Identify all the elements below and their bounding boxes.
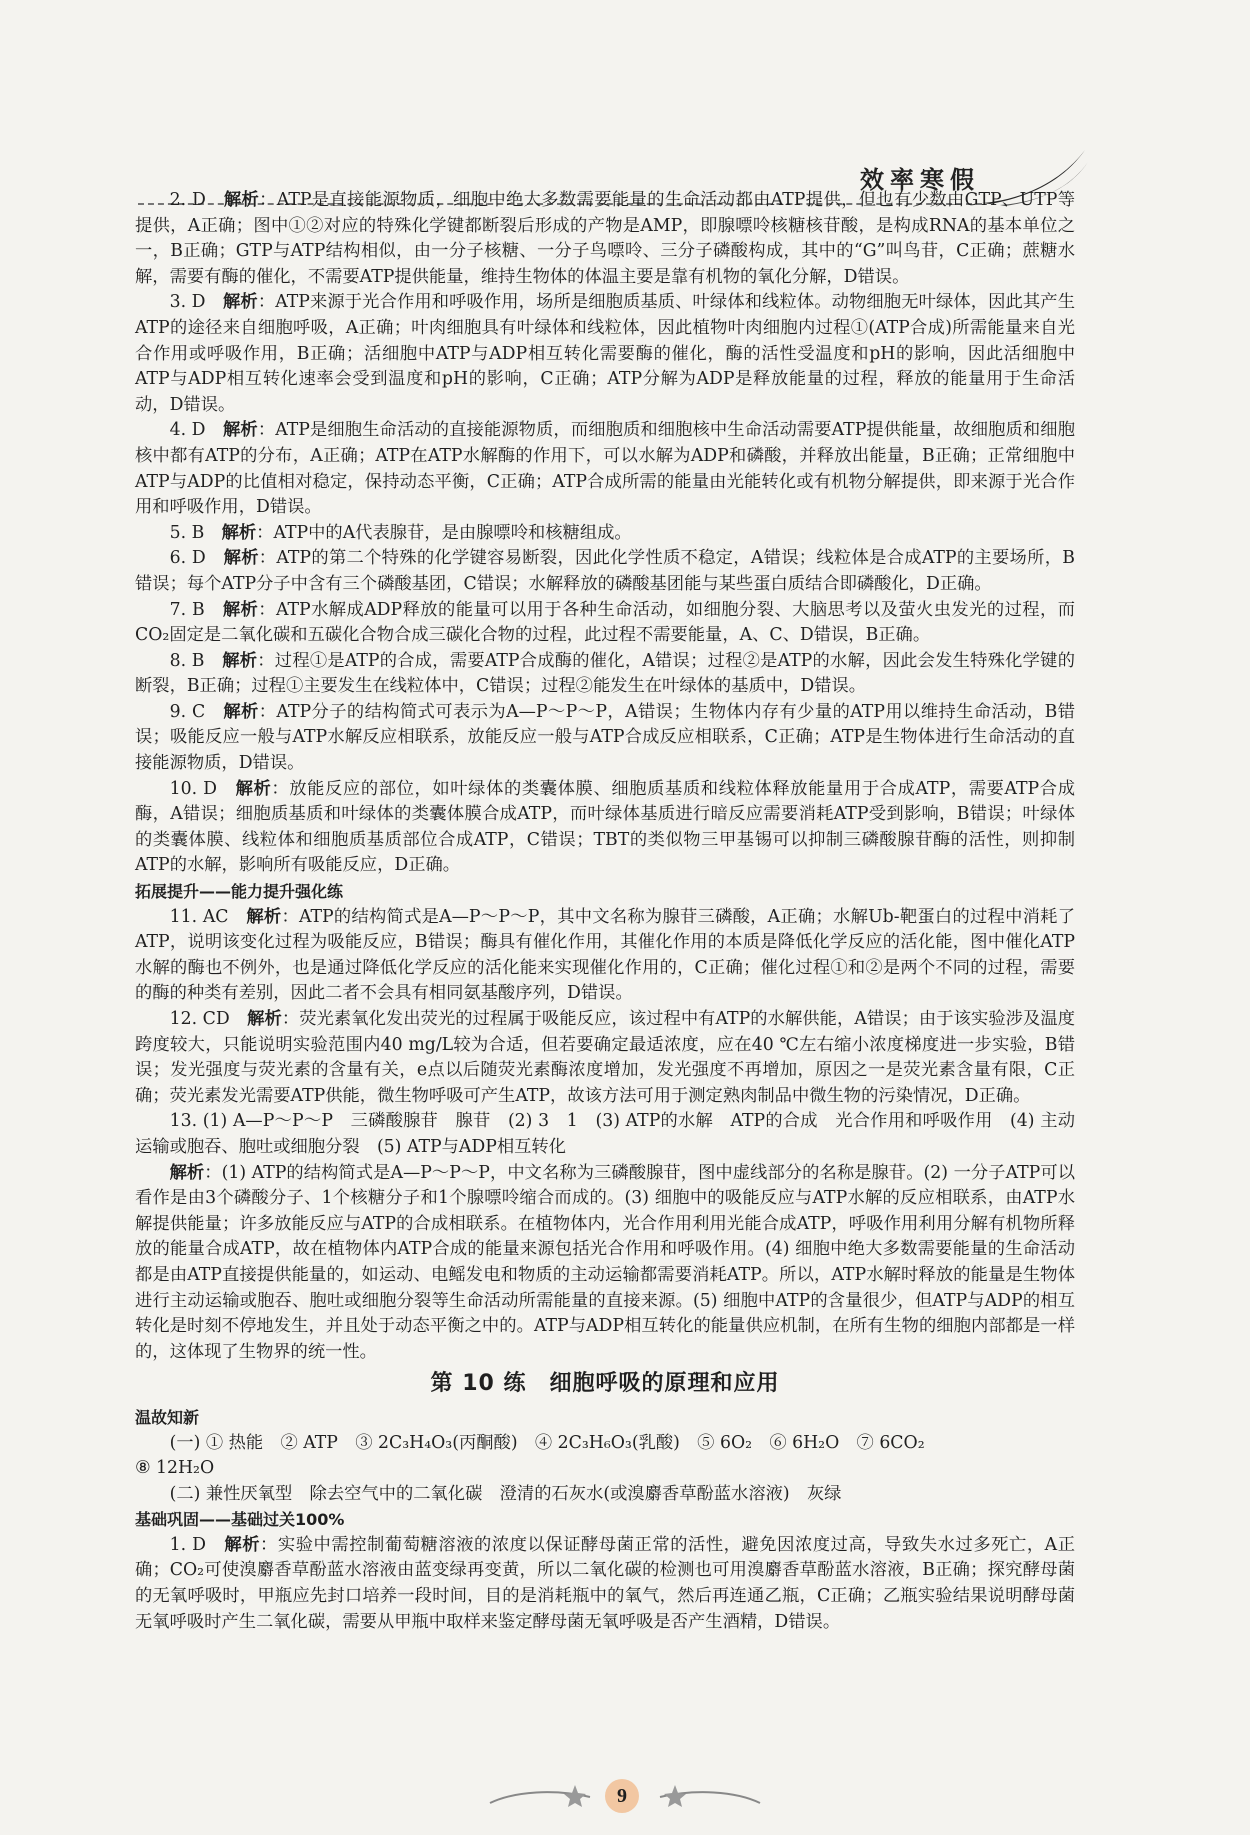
analysis-text: ：ATP水解成ADP释放的能量可以用于各种生命活动，如细胞分裂、大脑思考以及萤火虫发光的过程，而CO₂固定是二氧化碳和五碳化合物合成三碳化合物的过程，此过程不需要能量，A、C、D错误，B正确。 [135,599,1075,646]
answer-list-top [135,188,1075,879]
analysis-label: 解析 [222,599,259,620]
section-heading-extend: 拓展提升——能力提升强化练 [135,882,344,902]
answer-item [135,418,1075,520]
analysis-text: ：ATP是细胞生命活动的直接能源物质，而细胞质和细胞核中生命活动需要ATP提供能量，故细胞质和细胞核中都有ATP的分布，A正确；ATP在ATP水解酶的作用下，可以水解为ADP和磷酸，并释放出能量，B正确；正常细胞中ATP与ADP的比值相对稳定，保持动态平衡，C正确；ATP合成所需的能量由光能转化或有机物分解提供，即来源于光合作用和呼吸作用，D错误。 [135,420,1075,518]
analysis-label: 解析 [221,522,257,543]
page-number: 9 [605,1779,639,1813]
q13-answer: 13. (1) A—P～P～P 三磷酸腺苷 腺苷 (2) 3 1 (3) ATP的水解 ATP的合成 光合作用和呼吸作用 (4) 主动运输或胞吞、胞吐或细胞分裂 (5) ATP与ADP相互转化 [135,1111,1075,1157]
analysis-text: ：ATP的第二个特殊的化学键容易断裂，因此化学性质不稳定，A错误；线粒体是合成ATP的主要场所，B错误；每个ATP分子中含有三个磷酸基团，C错误；水解释放的磷酸基团能与某些蛋白质结合即磷酸化，D正确。 [135,548,1075,594]
analysis-text: ：ATP中的A代表腺苷，是由腺嘌呤和核糖组成。 [256,522,632,543]
answer-item [135,598,1075,649]
answer-number: 4. D [169,420,206,441]
chapter-title: 第 10 练 细胞呼吸的原理和应用 [430,1371,780,1397]
star-ornament-icon [655,1781,765,1811]
analysis-text: ：放能反应的部位，如叶绿体的类囊体膜、细胞质基质和线粒体释放能量用于合成ATP，需要ATP合成酶，A错误；细胞质基质和叶绿体的类囊体膜合成ATP，而叶绿体基质进行暗反应需要消耗ATP受到影响，B错误；叶绿体的类囊体膜、线粒体和细胞质基质部位合成ATP，C错误；TBT的类似物三甲基锡可以抑制三磷酸腺苷酶的活性，则抑制ATP的水解，影响所有吸能反应，D正确。 [135,778,1075,876]
analysis-text: ：ATP分子的结构简式可表示为A—P～P～P，A错误；生物体内存有少量的ATP用以维持生命活动，B错误；吸能反应一般与ATP水解反应相联系，放能反应一般与ATP合成反应相联系，C正确；ATP是生物体进行生命活动的直接能源物质，D错误。 [135,701,1075,774]
answer-number: 5. B [169,522,205,543]
analysis-label: 解析 [223,420,258,441]
q13-analysis [135,1161,1075,1366]
analysis-text: ：ATP的结构简式是A—P～P～P，其中文名称为腺苷三磷酸，A正确；水解Ub-靶蛋白的过程中消耗了ATP，说明该变化过程为吸能反应，B错误；酶具有催化作用，其催化作用的本质是降低化学反应的活化能，图中催化ATP水解的酶也不例外，也是通过降低化学反应的活化能来实现催化作用的，C正确；催化过程①和②是两个不同的过程，需要的酶的种类有差别，因此二者不会具有相同氨基酸序列，D错误。 [135,906,1075,1004]
analysis-text: ：实验中需控制葡萄糖溶液的浓度以保证酵母菌正常的活性，避免因浓度过高，导致失水过多死亡，A正确；CO₂可使溴麝香草酚蓝水溶液由蓝变绿再变黄，所以二氧化碳的检测也可用溴麝香草酚蓝水溶液，B正确；探究酵母菌的无氧呼吸时，甲瓶应先封口培养一段时间，目的是消耗瓶中的氧气，然后再连通乙瓶，C正确；乙瓶实验结果说明酵母菌无氧呼吸时产生二氧化碳，需要从甲瓶中取样来鉴定酵母菌无氧呼吸是否产生酒精，D错误。 [135,1534,1075,1632]
answer-list-basic [135,1533,1075,1635]
answer-number: 2. D [169,190,206,210]
analysis-text: ：ATP来源于光合作用和呼吸作用，场所是细胞质基质、叶绿体和线粒体。动物细胞无叶绿体，因此其产生ATP的途径来自细胞呼吸，A正确；叶肉细胞具有叶绿体和线粒体，因此植物叶肉细胞内过程①(ATP合成)所需能量来自光合作用或呼吸作用，B正确；活细胞中ATP与ADP相互转化需要酶的催化，酶的活性受温度和pH的影响，因此活细胞中ATP与ADP相互转化速率会受到温度和pH的影响，C正确；ATP分解为ADP是释放能量的过程，释放的能量用于生命活动，D错误。 [135,292,1075,415]
analysis-label: 解析 [223,548,259,569]
answer-number: 1. D [169,1534,206,1555]
analysis-text: ：(1) ATP的结构简式是A—P～P～P，中文名称为三磷酸腺苷，图中虚线部分的名称是腺苷。(2) 一分子ATP可以看作是由3个磷酸分子、1个核糖分子和1个腺嘌呤缩合而成的。(3) 细胞中的吸能反应与ATP水解的反应相联系，由ATP水解提供能量；许多放能反应与ATP的合成相联系。在植物体内，光合作用利用光能合成ATP，呼吸作用利用分解有机物所释放的能量合成ATP，故在植物体内ATP合成的能量来源包括光合作用和呼吸作用。(4) 细胞中绝大多数需要能量的生命活动都是由ATP直接提供能量的，如运动、电鳐发电和物质的主动运输都需要消耗ATP。所以，ATP水解时释放的能量是生物体进行主动运输或胞吞、胞吐或细胞分裂等生命活动所需能量的直接来源。(5) 细胞中ATP的含量很少，但ATP与ADP的相互转化是时刻不停地发生，并且处于动态平衡之中的。ATP与ADP相互转化的能量供应机制，在所有生物的细胞内部都是一样的，这体现了生物界的统一性。 [135,1162,1075,1362]
analysis-label: 解析 [223,292,258,313]
answer-number: 3. D [169,292,206,313]
answer-item [135,546,1075,597]
answer-number: 7. B [169,599,205,620]
star-ornament-icon [485,1781,595,1811]
answer-number: 6. D [169,548,206,569]
analysis-label: 解析 [223,701,259,722]
header-title: 效率寒假 [860,165,980,194]
answer-number: 11. AC [169,906,229,927]
review-line-2: ⑧ 12H₂O [135,1458,215,1479]
answer-item [135,521,1075,547]
analysis-text: ：荧光素氧化发出荧光的过程属于吸能反应，该过程中有ATP的水解供能，A错误；由于该实验涉及温度跨度较大，只能说明实验范围内40 mg/L较为合适，但若要确定最适浓度，应在40 ℃左右缩小浓度梯度进一步实验，B错误；发光强度与荧光素的含量有关，e点以后随荧光素酶浓度增加，发光强度不再增加，原因之一是荧光素含量有限，C正确；荧光素发光需要ATP供能，微生物呼吸可产生ATP，故该方法可用于测定熟肉制品中微生物的污染情况，D正确。 [135,1009,1075,1106]
answer-number: 10. D [169,778,218,799]
answer-item [135,777,1075,879]
analysis-label: 解析 [247,1009,282,1029]
analysis-label: 解析 [235,778,272,799]
answer-item [135,290,1075,418]
answer-number: 9. C [169,701,206,722]
analysis-text: ：ATP是直接能源物质，细胞中绝大多数需要能量的生命活动都由ATP提供，但也有少数由GTP、UTP等提供，A正确；图中①②对应的特殊化学键都断裂后形成的产物是AMP，即腺嘌呤核糖核苷酸，是构成RNA的基本单位之一，B正确；GTP与ATP结构相似，由一分子核糖、一分子鸟嘌呤、三分子磷酸构成，其中的“G”叫鸟苷，C正确；蔗糖水解，需要有酶的催化，不需要ATP提供能量，维持生物体的体温主要是靠有机物的氧化分解，D错误。 [135,190,1075,287]
analysis-label: 解析 [222,650,258,671]
analysis-label: 解析 [246,906,282,927]
page-footer [0,1775,1250,1825]
answer-item [135,700,1075,777]
answer-number: 12. CD [169,1009,230,1029]
answer-item [135,1007,1075,1109]
analysis-label: 解析 [224,1534,261,1555]
answer-number: 8. B [169,650,205,671]
review-line-3: (二) 兼性厌氧型 除去空气中的二氧化碳 澄清的石灰水(或溴麝香草酚蓝水溶液) 灰绿 [169,1483,842,1504]
answer-item [135,1533,1075,1635]
section-heading-review: 温故知新 [135,1407,200,1427]
answer-item [135,188,1075,290]
analysis-label: 解析 [169,1162,205,1183]
answer-item [135,905,1075,1007]
review-line-1: (一) ① 热能 ② ATP ③ 2C₃H₄O₃(丙酮酸) ④ 2C₃H₆O₃(乳酸) ⑤ 6O₂ ⑥ 6H₂O ⑦ 6CO₂ [169,1432,925,1453]
analysis-label: 解析 [223,190,260,210]
answer-item [135,649,1075,700]
answer-list-extend [135,905,1075,1110]
answer-content [135,188,1075,1635]
analysis-text: ：过程①是ATP的合成，需要ATP合成酶的催化，A错误；过程②是ATP的水解，因此会发生特殊化学键的断裂，B正确；过程①主要发生在线粒体中，C错误；过程②能发生在叶绿体的基质中，D错误。 [135,650,1075,697]
section-heading-basic: 基础巩固——基础过关100% [135,1510,345,1530]
